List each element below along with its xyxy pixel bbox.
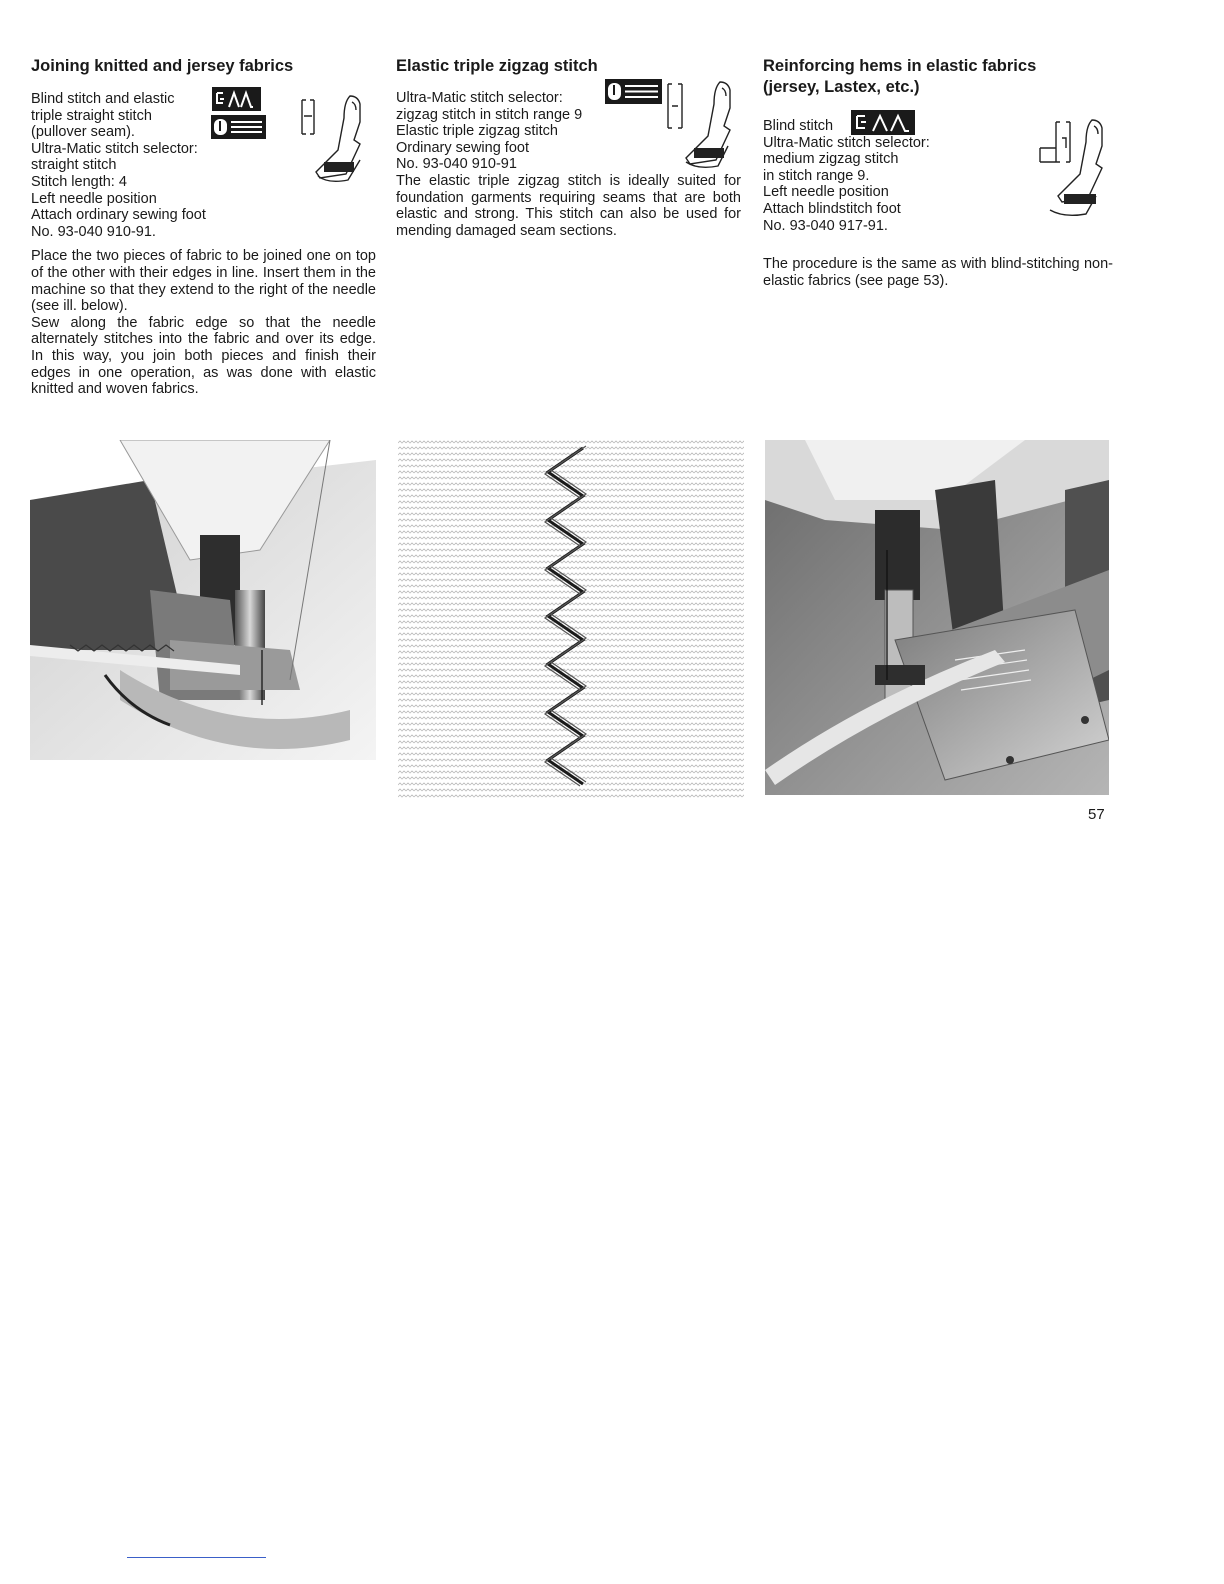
- setting-line: Elastic triple zigzag stitch: [396, 123, 558, 140]
- photo-triple-zigzag-sample: [398, 440, 744, 800]
- blind-stitch-symbol-icon: [851, 110, 915, 135]
- setting-line: No. 93-040 910-91.: [31, 223, 156, 240]
- triple-straight-stitch-symbol-icon: [211, 115, 266, 139]
- setting-line: Stitch length: 4: [31, 173, 127, 190]
- paragraph: The procedure is the same as with blind-stitching non-elastic fabrics (see page 53).: [763, 256, 1113, 289]
- setting-line: Attach blindstitch foot: [763, 200, 901, 217]
- setting-line: No. 93-040 910-91: [396, 156, 517, 173]
- paragraph: Place the two pieces of fabric to be joined one on top of the other with their edges in line. Insert them in the machine so that they extend to the right of the needle (see ill. below).: [31, 248, 376, 315]
- setting-line: zigzag stitch in stitch range 9: [396, 106, 583, 123]
- footnote-rule: [127, 1557, 266, 1558]
- setting-line: No. 93-040 917-91.: [763, 217, 888, 234]
- setting-line: Attach ordinary sewing foot: [31, 207, 206, 224]
- setting-line: Blind stitch: [763, 118, 834, 134]
- setting-line: in stitch range 9.: [763, 167, 870, 184]
- blind-stitch-symbol-icon: [212, 87, 261, 111]
- setting-line: medium zigzag stitch: [763, 151, 899, 168]
- setting-line: Ultra-Matic stitch selector:: [31, 140, 198, 157]
- setting-line: straight stitch: [31, 157, 117, 174]
- setting-line: Blind stitch and elastic: [31, 91, 175, 107]
- sewing-foot-icon: [298, 88, 374, 195]
- page-number: 57: [1088, 806, 1105, 823]
- paragraph: Sew along the fabric edge so that the needle alternately stitches into the fabric and over its edge. In this way, you join both pieces and finish their edges in one operation, as was done with elastic knitted and woven fabrics.: [31, 314, 376, 398]
- photo-sewing-jersey-fabric: [30, 440, 376, 760]
- setting-line: Ordinary sewing foot: [396, 139, 529, 156]
- setting-line: Ultra-Matic stitch selector:: [763, 134, 930, 151]
- setting-line: (pullover seam).: [31, 124, 135, 141]
- setting-line: Left needle position: [763, 184, 889, 201]
- blindstitch-foot-icon: [1034, 116, 1114, 227]
- heading-reinforcing-hems: Reinforcing hems in elastic fabrics (jersey, Lastex, etc.): [763, 57, 1037, 96]
- paragraph: The elastic triple zigzag stitch is ideally suited for foundation garments requiring seams that are both elastic and strong. This stitch can also be used for mending damaged seam sections.: [396, 172, 741, 239]
- sewing-foot-icon: [664, 78, 744, 183]
- heading-joining-knitted: Joining knitted and jersey fabrics: [31, 57, 294, 75]
- setting-line: triple straight stitch: [31, 107, 152, 124]
- heading-elastic-triple-zigzag: Elastic triple zigzag stitch: [396, 57, 598, 75]
- triple-zigzag-symbol-icon: [605, 79, 662, 104]
- setting-line: Left needle position: [31, 190, 157, 207]
- setting-line: Ultra-Matic stitch selector:: [396, 90, 563, 106]
- photo-blindstitch-foot: [765, 440, 1109, 795]
